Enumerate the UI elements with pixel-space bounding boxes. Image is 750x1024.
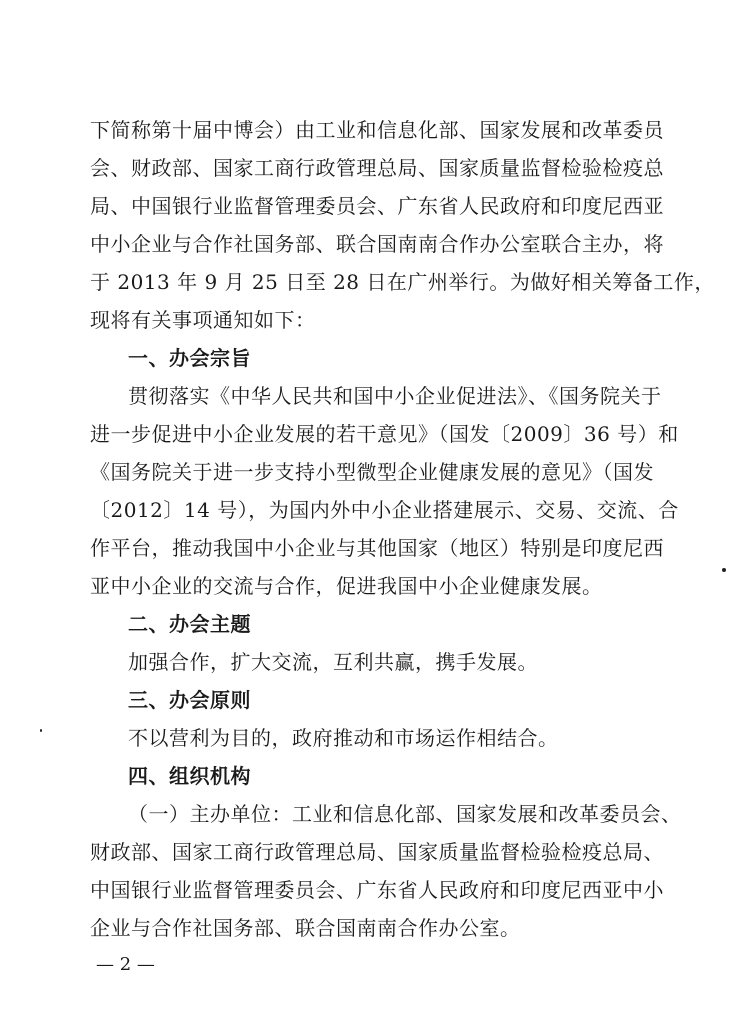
body-line: 作平台，推动我国中小企业与其他国家（地区）特别是印度尼西 <box>90 536 664 560</box>
body-line: 〔2012〕14 号），为国内外中小企业搭建展示、交易、交流、合 <box>90 498 679 522</box>
body-line: 下简称第十届中博会）由工业和信息化部、国家发展和改革委员 <box>90 118 664 142</box>
body-line: 企业与合作社国务部、联合国南南合作办公室。 <box>90 916 521 940</box>
body-line: 中国银行业监督管理委员会、广东省人民政府和印度尼西亚中小 <box>90 878 664 902</box>
section-heading: 三、办会原则 <box>128 688 251 712</box>
body-line: 财政部、国家工商行政管理总局、国家质量监督检验检疫总局、 <box>90 840 664 864</box>
body-line: 亚中小企业的交流与合作，促进我国中小企业健康发展。 <box>90 574 603 598</box>
page-number: — 2 — <box>96 954 155 975</box>
body-line: 局、中国银行业监督管理委员会、广东省人民政府和印度尼西亚 <box>90 194 664 218</box>
scan-speck <box>40 729 42 732</box>
body-line: 《国务院关于进一步支持小型微型企业健康发展的意见》（国发 <box>90 460 654 484</box>
body-line: 不以营利为目的，政府推动和市场运作相结合。 <box>128 726 559 750</box>
body-line: （一）主办单位：工业和信息化部、国家发展和改革委员会、 <box>128 802 682 826</box>
body-line: 贯彻落实《中华人民共和国中小企业促进法》、《国务院关于 <box>128 384 662 408</box>
scan-speck <box>722 568 726 572</box>
section-heading: 一、办会宗旨 <box>128 346 251 370</box>
body-line: 加强合作，扩大交流，互利共赢，携手发展。 <box>128 650 538 674</box>
body-line: 会、财政部、国家工商行政管理总局、国家质量监督检验检疫总 <box>90 156 664 180</box>
section-heading: 四、组织机构 <box>128 764 251 788</box>
body-line: 于 2013 年 9 月 25 日至 28 日在广州举行。为做好相关筹备工作， <box>90 270 715 294</box>
body-line: 进一步促进中小企业发展的若干意见》（国发〔2009〕36 号）和 <box>90 422 679 446</box>
body-line: 现将有关事项通知如下： <box>90 308 316 332</box>
body-line: 中小企业与合作社国务部、联合国南南合作办公室联合主办，将 <box>90 232 664 256</box>
section-heading: 二、办会主题 <box>128 612 251 636</box>
